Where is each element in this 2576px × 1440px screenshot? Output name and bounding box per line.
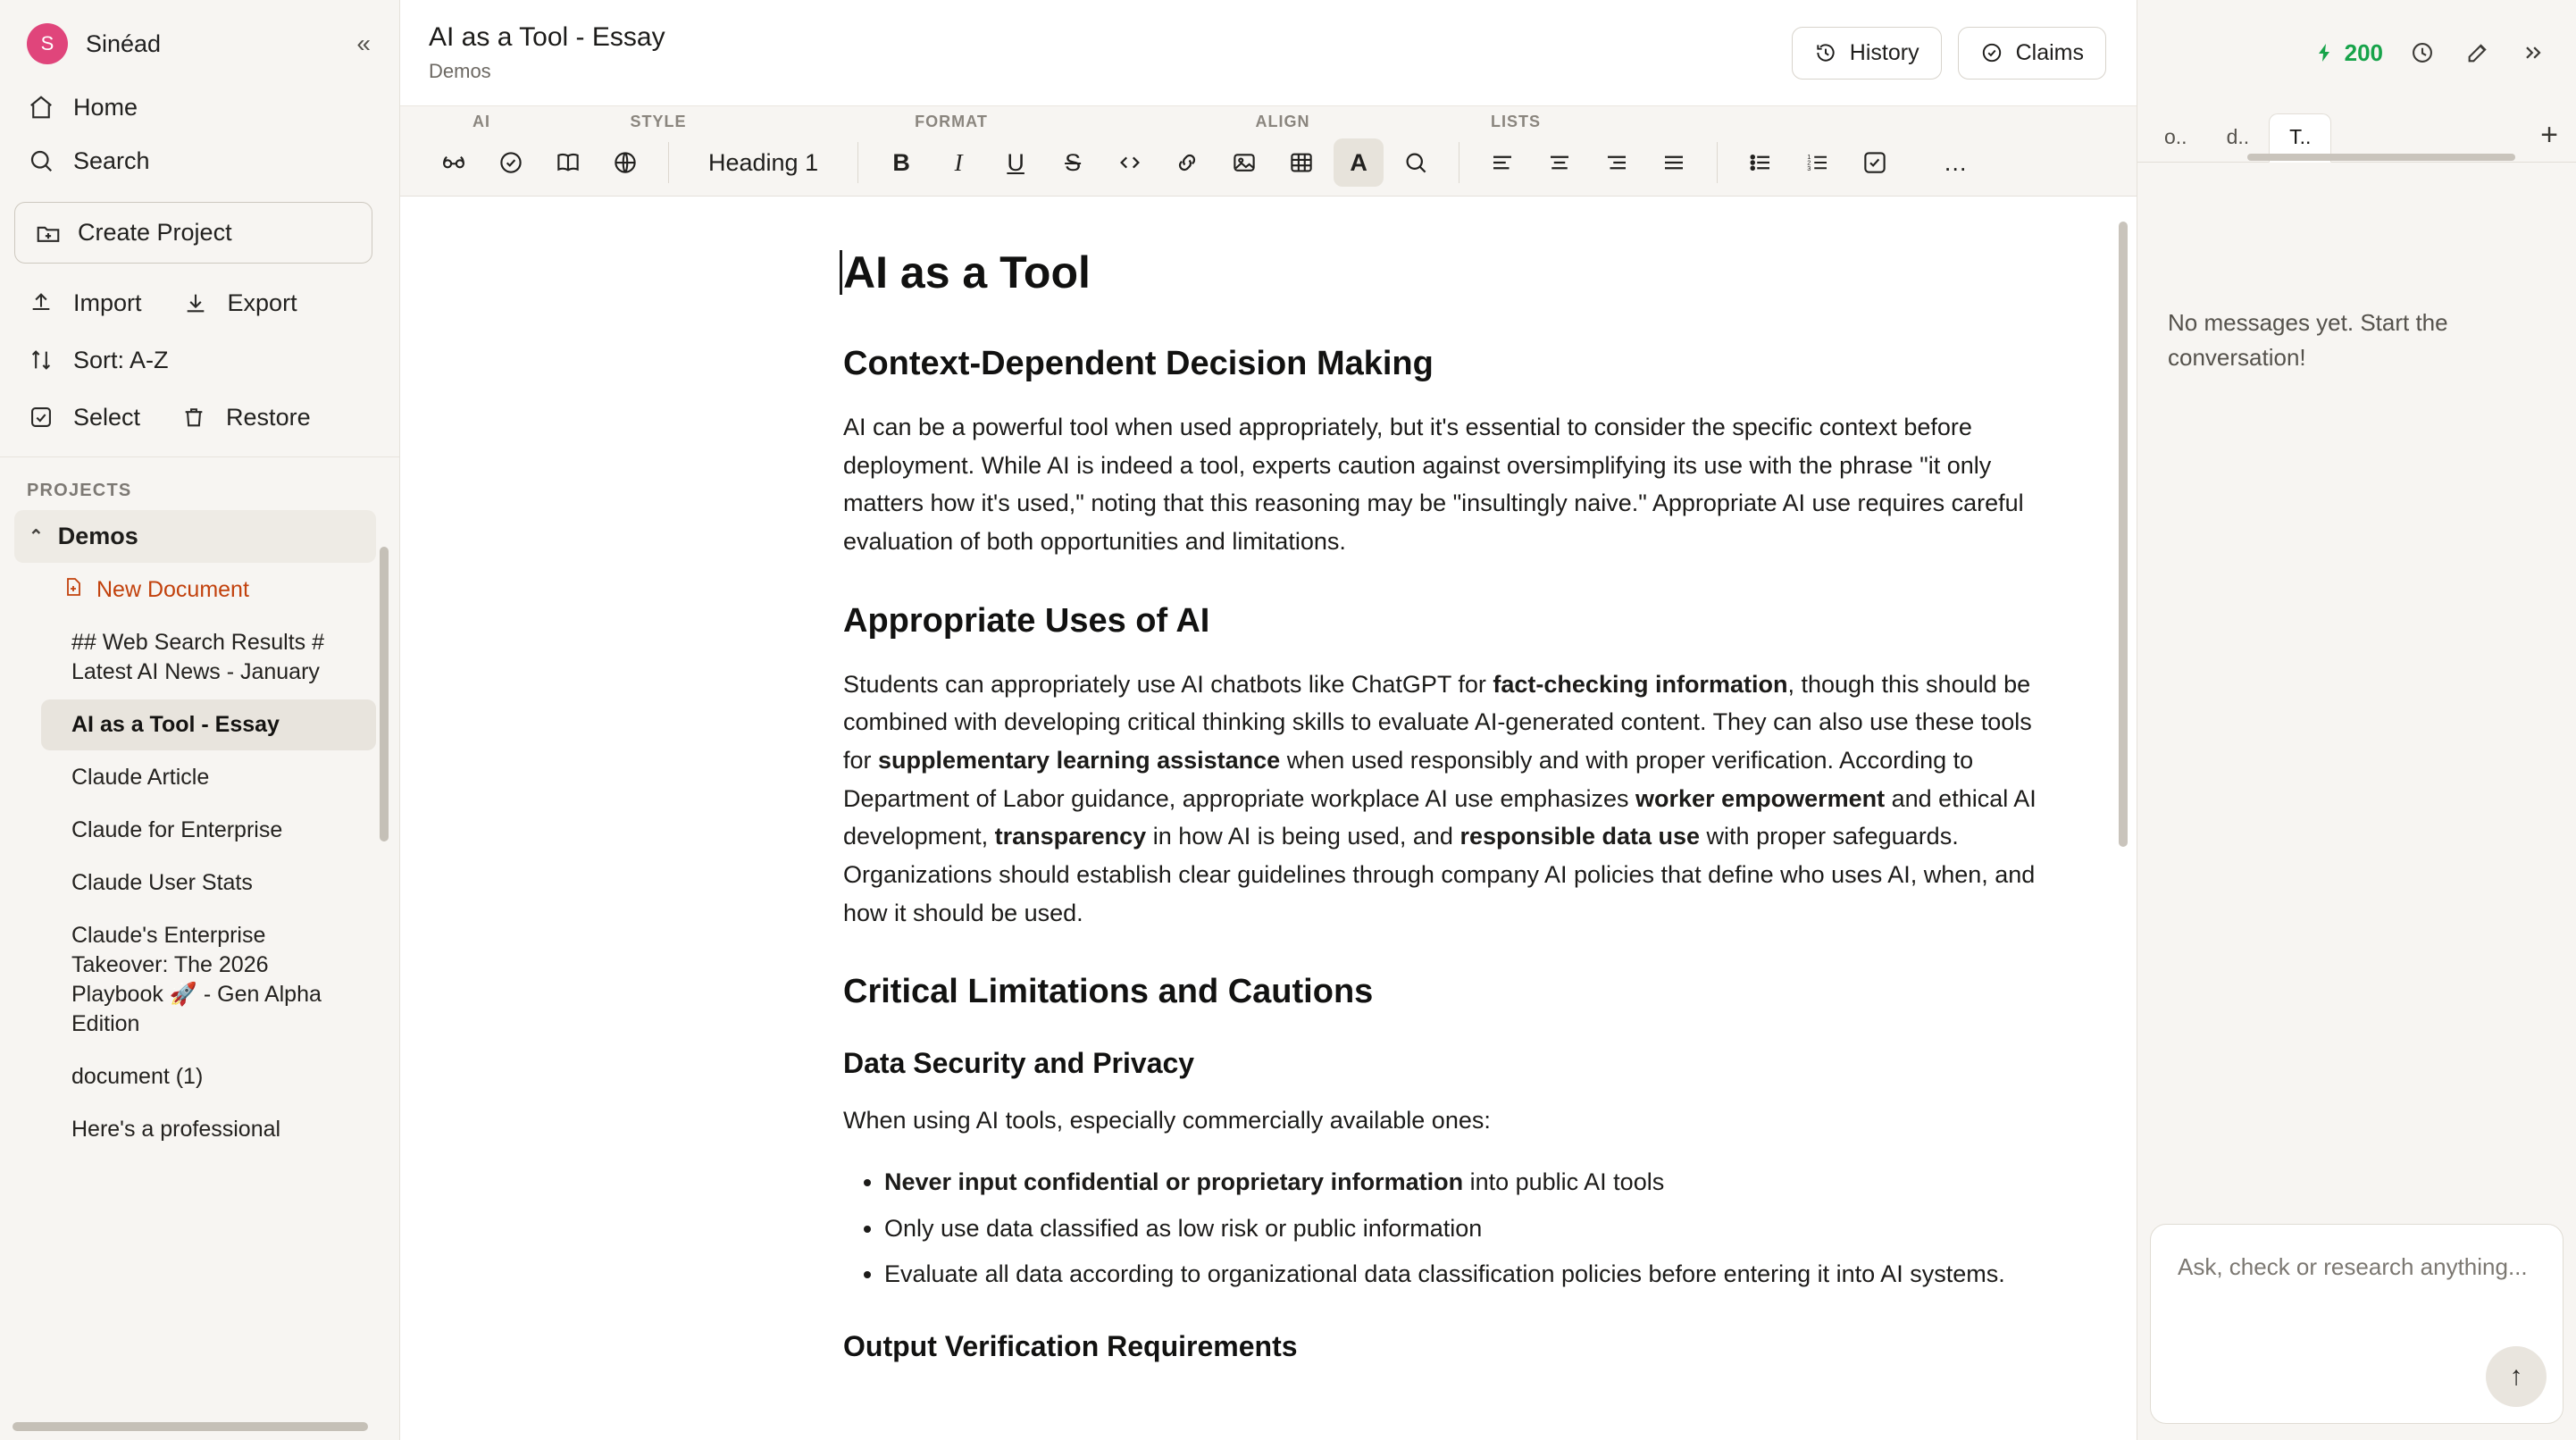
new-project-icon (35, 220, 62, 247)
section-heading: Context-Dependent Decision Making (843, 345, 1434, 382)
sidebar-item-search[interactable] (0, 134, 399, 188)
home-icon (27, 93, 55, 121)
style-dropdown[interactable]: Heading 1 (708, 148, 819, 176)
chat-input-placeholder[interactable]: Ask, check or research anything... (2178, 1253, 2528, 1280)
sidebar-item-label: Select (73, 403, 141, 431)
toolbar-group-label-ai: AI (473, 112, 490, 130)
sidebar-vertical-scrollbar[interactable] (380, 547, 389, 841)
toolbar-divider (1717, 142, 1718, 183)
toolbar-group-label-lists: LISTS (1490, 112, 1541, 130)
chevron-up-icon: ⌃ (29, 527, 44, 547)
breadcrumb: Demos (429, 60, 491, 82)
sidebar-item-export[interactable] (158, 278, 314, 328)
list-item[interactable]: ## Web Search Results # Latest AI News - January (71, 630, 325, 684)
bold-icon[interactable]: B (892, 148, 910, 176)
book-icon[interactable] (543, 138, 593, 187)
credits-badge (2314, 39, 2383, 67)
section-heading: Critical Limitations and Cautions (843, 973, 1374, 1011)
checklist-icon[interactable] (1850, 138, 1900, 187)
document-vertical-scrollbar[interactable] (2119, 222, 2128, 847)
bullet-list (843, 1163, 2065, 1294)
sidebar (0, 0, 400, 1440)
claims-label: Claims (2015, 39, 2084, 65)
add-tab-button[interactable]: + (2540, 118, 2558, 152)
paragraph: When using AI tools, especially commercially available ones: (843, 1107, 1491, 1134)
glasses-icon[interactable] (429, 138, 479, 187)
credits-value: 200 (2344, 38, 2383, 66)
chat-composer[interactable] (2150, 1224, 2563, 1424)
svg-text:1: 1 (1807, 152, 1811, 161)
sidebar-item-import[interactable] (0, 278, 158, 328)
list-item: • Never input confidential or proprietary information into public AI tools (884, 1163, 2065, 1202)
sidebar-horizontal-scrollbar[interactable] (13, 1422, 368, 1431)
align-justify-icon[interactable] (1649, 138, 1699, 187)
link-icon[interactable] (1162, 138, 1212, 187)
sidebar-item-home[interactable] (0, 80, 399, 134)
list-item: • Only use data classified as low risk or public information (884, 1210, 2065, 1249)
strikethrough-icon[interactable]: S (1065, 148, 1082, 176)
lightning-icon (2314, 41, 2336, 64)
history-label: History (1849, 39, 1919, 65)
sidebar-item-label: Restore (226, 403, 311, 431)
align-left-icon[interactable] (1477, 138, 1527, 187)
collapse-sidebar-button[interactable]: « (356, 29, 371, 57)
project-demos[interactable] (14, 510, 376, 563)
check-circle-icon[interactable] (486, 138, 536, 187)
section-heading: Appropriate Uses of AI (843, 601, 1210, 640)
assistant-panel (2137, 0, 2576, 1440)
claims-button[interactable] (1958, 27, 2106, 80)
align-right-icon[interactable] (1592, 138, 1642, 187)
chat-empty-state: No messages yet. Start the conversation! (2168, 309, 2448, 371)
text-color-icon[interactable]: A (1334, 138, 1384, 187)
chat-tab[interactable]: o.. (2164, 125, 2187, 148)
sort-icon (27, 346, 55, 374)
table-icon[interactable] (1276, 138, 1326, 187)
list-item-label: New Document (96, 577, 249, 602)
toolbar-group-labels (400, 106, 2137, 130)
sidebar-nav (0, 77, 399, 188)
search-icon (27, 147, 55, 175)
underline-icon[interactable]: U (1007, 148, 1025, 176)
toolbar-group-label-align: ALIGN (1255, 112, 1310, 130)
user-name: Sinéad (86, 29, 162, 57)
projects-section-label: PROJECTS (0, 456, 399, 510)
sidebar-item-label: Import (73, 289, 142, 316)
globe-icon[interactable] (600, 138, 650, 187)
document-header (400, 0, 2137, 105)
subsection-heading: Data Security and Privacy (843, 1047, 1195, 1080)
clock-icon[interactable] (2399, 29, 2446, 76)
svg-text:2: 2 (1807, 158, 1811, 167)
edit-icon[interactable] (2455, 29, 2501, 76)
select-icon (27, 403, 55, 431)
sidebar-header (0, 0, 399, 77)
bullet-list-icon[interactable] (1735, 138, 1786, 187)
list-item[interactable]: Claude User Stats (71, 870, 253, 895)
list-item[interactable]: Claude's Enterprise Takeover: The 2026 Playbook 🚀 - Gen Alpha Edition (71, 923, 322, 1036)
italic-icon[interactable]: I (954, 148, 963, 176)
document-scroll-area[interactable] (400, 197, 2137, 1440)
chat-tab-active[interactable]: T.. (2269, 113, 2331, 163)
export-icon (181, 289, 210, 317)
import-icon (27, 289, 55, 317)
send-button[interactable]: ↑ (2486, 1346, 2547, 1407)
svg-text:3: 3 (1807, 163, 1811, 172)
history-icon (1814, 41, 1837, 64)
list-item-new-document[interactable] (46, 565, 376, 615)
list-item: • Evaluate all data according to organizational data classification policies before entering it into AI systems. (884, 1255, 2065, 1294)
toolbar-divider (668, 142, 669, 183)
document-heading-1: AI as a Tool (843, 247, 2065, 298)
align-center-icon[interactable] (1535, 138, 1585, 187)
assistant-panel-toolbar (2137, 0, 2576, 105)
paragraph: Students can appropriately use AI chatbots like ChatGPT for fact-checking information, though this should be combined with developing critical thinking skills to evaluate AI-generated content. They can also use these tools for supplementary learning assistance when used responsibly and with proper verification. According to Department of Labor guidance, appropriate workplace AI use emphasizes worker empowerment and ethical AI development, transparency in how AI is being used, and responsible data use with proper safeguards. Organizations should establish clear guidelines through company AI policies that define who uses AI, when, and how it should be used. (843, 670, 2037, 926)
paragraph: AI can be a powerful tool when used appropriately, but it's essential to consider the specific context before deployment. While AI is indeed a tool, experts caution against oversimplifying its use with the phrase "it only matters how it's used," noting that this reasoning may be "insultingly naive." Appropriate AI use requires careful evaluation of both opportunities and limitations. (843, 414, 2024, 555)
import-export-row (0, 272, 399, 333)
sidebar-item-select[interactable] (0, 392, 156, 442)
document-content[interactable] (400, 197, 2137, 1420)
avatar[interactable]: S (27, 23, 68, 64)
list-item[interactable]: Claude Article (71, 765, 210, 790)
toolbar-group-label-style: STYLE (630, 112, 687, 130)
toolbar-buttons (400, 130, 2137, 196)
sidebar-item-label: Export (227, 289, 297, 316)
document-title-block (429, 22, 1776, 83)
project-label: Demos (57, 523, 138, 549)
list-item-active[interactable]: AI as a Tool - Essay (41, 699, 376, 750)
expand-icon[interactable] (2510, 29, 2556, 76)
editor-toolbar (400, 105, 2137, 197)
sidebar-item-label: Home (73, 93, 138, 121)
more-options-button[interactable]: … (1943, 148, 1968, 176)
list-item[interactable]: Here's a professional (71, 1117, 281, 1142)
create-project-label: Create Project (78, 219, 232, 246)
numbered-list-icon[interactable] (1793, 138, 1843, 187)
image-icon[interactable] (1219, 138, 1269, 187)
list-item[interactable]: document (1) (71, 1064, 204, 1089)
toolbar-divider (857, 142, 858, 183)
select-restore-row (0, 387, 399, 448)
page-title: AI as a Tool - Essay (429, 22, 665, 52)
chat-tabs-scrollbar[interactable] (2247, 154, 2515, 161)
document-list (0, 510, 399, 1440)
sidebar-item-label: Sort: A-Z (73, 346, 169, 373)
toolbar-group-label-format: FORMAT (915, 112, 988, 130)
history-button[interactable] (1792, 27, 1942, 80)
restore-icon (180, 403, 208, 431)
sidebar-item-sort[interactable] (0, 333, 399, 387)
editor-pane (400, 0, 2137, 1440)
subsection-heading: Output Verification Requirements (843, 1330, 1298, 1363)
create-project-button[interactable] (14, 202, 372, 264)
check-circle-icon (1980, 41, 2003, 64)
list-item[interactable]: Claude for Enterprise (71, 817, 283, 842)
new-document-icon (63, 575, 84, 599)
sidebar-item-restore[interactable] (156, 392, 327, 442)
find-icon[interactable] (1391, 138, 1441, 187)
chat-tab[interactable]: d.. (2226, 125, 2250, 148)
code-icon[interactable] (1105, 138, 1155, 187)
sidebar-item-label: Search (73, 147, 150, 174)
